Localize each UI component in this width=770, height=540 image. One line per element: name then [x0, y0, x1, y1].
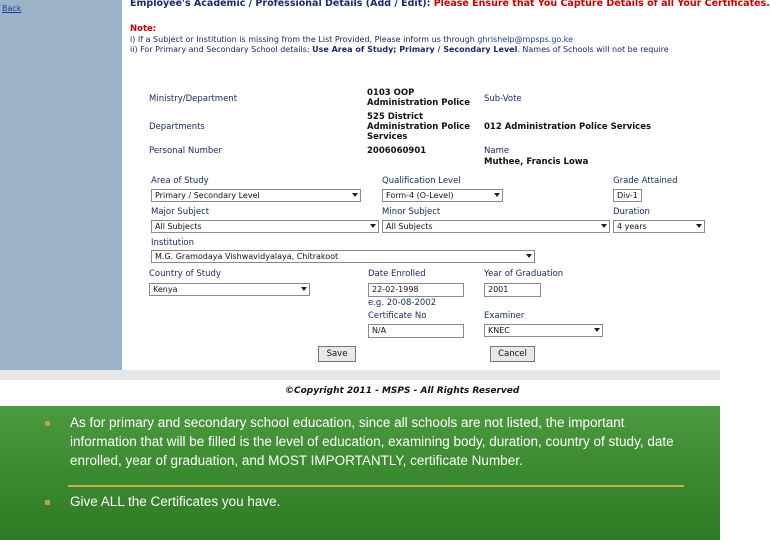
note-line-2-bold: Use Area of Study; Primary / Secondary Level	[312, 45, 518, 54]
area-of-study-value: Primary / Secondary Level	[155, 191, 260, 200]
certificate-no-label: Certificate No	[368, 311, 427, 321]
footer	[0, 380, 720, 406]
bullet-icon	[45, 500, 50, 505]
country-select[interactable]	[149, 283, 310, 296]
cancel-button[interactable]: Cancel	[490, 346, 535, 362]
note-line-2-suffix: . Names of Schools will not be require	[517, 45, 669, 54]
duration-select[interactable]	[613, 220, 705, 233]
ministry-label: Ministry/Department	[149, 94, 238, 104]
date-format-hint: e.g. 20-08-2002	[368, 298, 437, 308]
institution-label: Institution	[151, 238, 195, 248]
qualification-level-value: Form-4 (O-Level)	[386, 191, 454, 200]
left-sidebar	[0, 0, 122, 370]
grade-attained-label: Grade Attained	[613, 176, 678, 186]
major-subject-label: Major Subject	[151, 207, 210, 217]
major-subject-value: All Subjects	[155, 222, 202, 231]
department-label: Departments	[149, 122, 205, 132]
area-of-study-select[interactable]	[151, 189, 361, 202]
bullet-icon	[45, 421, 50, 426]
personal-number-value: 2006060901	[367, 146, 427, 156]
chevron-down-icon	[352, 193, 358, 197]
examiner-value: KNEC	[488, 326, 510, 335]
slide-bullet-1: As for primary and secondary school education, since all schools are not listed, the important information that will be filled is the level of education, examining body, duration, country of study, date enrolled, year of graduation, and MOST IMPORTANTLY, certificate Number.	[70, 415, 674, 468]
minor-subject-value: All Subjects	[386, 222, 433, 231]
examiner-select[interactable]	[484, 324, 603, 337]
name-value: Muthee, Francis Lowa	[484, 157, 589, 167]
scrollbar-track[interactable]	[0, 370, 720, 380]
date-enrolled-label: Date Enrolled	[368, 269, 426, 279]
duration-label: Duration	[613, 207, 650, 217]
save-button[interactable]: Save	[318, 346, 356, 362]
note-line-1-text: i) If a Subject or Institution is missing from the List Provided, Please inform us through	[130, 35, 478, 44]
name-label: Name	[484, 146, 510, 156]
grade-attained-value: Div-1	[617, 191, 638, 200]
date-enrolled-input[interactable]: 22-02-1998	[368, 283, 464, 297]
chevron-down-icon	[370, 224, 376, 228]
note-line-2-prefix: ii) For Primary and Secondary School details:	[130, 45, 313, 54]
chevron-down-icon	[696, 224, 702, 228]
year-of-graduation-input[interactable]: 2001	[484, 283, 541, 297]
subvote-value: 012 Administration Police Services	[484, 122, 652, 132]
department-value: 525 District Administration Police Services	[367, 112, 470, 142]
ministry-value: 0103 OOP Administration Police	[367, 88, 470, 108]
major-subject-select[interactable]	[151, 220, 379, 233]
page-title-main: Employee's Academic / Professional Details (Add / Edit):	[130, 0, 434, 9]
year-of-graduation-label: Year of Graduation	[484, 269, 564, 279]
area-of-study-label: Area of Study	[151, 176, 209, 186]
main-panel	[122, 0, 770, 370]
minor-subject-label: Minor Subject	[382, 207, 441, 217]
grade-attained-select[interactable]	[613, 189, 642, 202]
institution-value: M.G. Gramodaya Vishwavidyalaya, Chitrakoot	[155, 252, 339, 261]
chevron-down-icon	[494, 193, 500, 197]
subvote-label: Sub-Vote	[484, 94, 522, 104]
note-line-1	[130, 35, 573, 44]
chevron-down-icon	[526, 254, 532, 258]
minor-subject-select[interactable]	[382, 220, 610, 233]
examiner-label: Examiner	[484, 311, 525, 321]
country-label: Country of Study	[149, 269, 221, 279]
chevron-down-icon	[601, 224, 607, 228]
personal-number-label: Personal Number	[149, 146, 222, 156]
qualification-level-select[interactable]	[382, 189, 503, 202]
help-email-link[interactable]: ghrishelp@mpsps.go.ke	[477, 35, 573, 44]
duration-value: 4 years	[617, 222, 647, 231]
note-line-2	[130, 45, 669, 54]
country-value: Kenya	[153, 285, 178, 294]
chevron-down-icon	[594, 328, 600, 332]
note-heading: Note:	[130, 24, 157, 34]
page-title-warning: Please Ensure that You Capture Details of all Your Certificates.	[433, 0, 770, 9]
slide-bullet-2: Give ALL the Certificates you have.	[70, 494, 281, 509]
copyright-text: ©Copyright 2011 - MSPS - All Rights Reserved	[285, 386, 520, 396]
chevron-down-icon	[301, 287, 307, 291]
institution-select[interactable]	[151, 250, 535, 263]
slide-divider	[68, 485, 684, 487]
back-link[interactable]: Back	[2, 4, 22, 13]
certificate-no-input[interactable]: N/A	[368, 324, 464, 338]
page-title	[130, 0, 770, 9]
qualification-level-label: Qualification Level	[382, 176, 461, 186]
